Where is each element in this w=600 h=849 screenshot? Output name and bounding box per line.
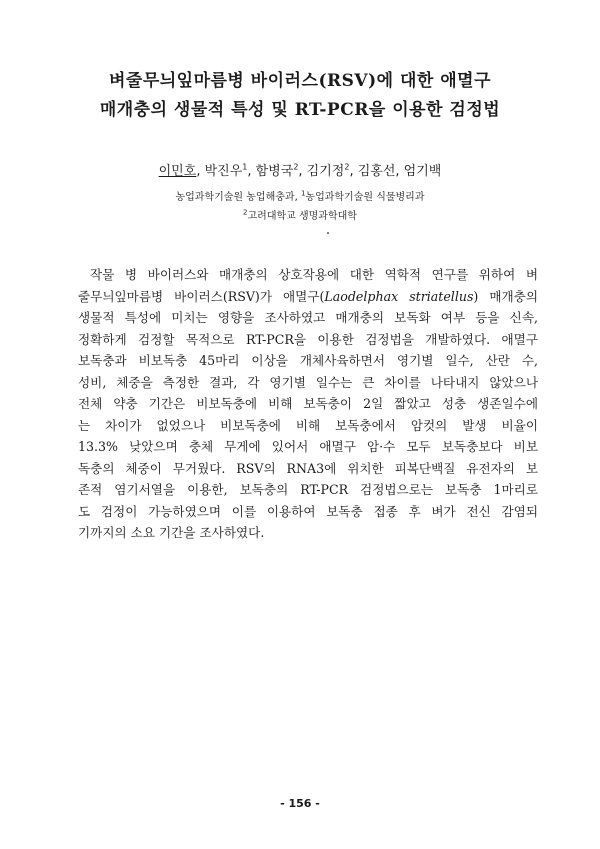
- author-6: 엄기백: [403, 164, 442, 179]
- abstract-line: 정확하게 검정할 목적으로 RT-PCR을 이용한 검정법을 개발하였다. 애멸구: [78, 331, 538, 347]
- abstract-line: 존적 염기서열을 이용한, 보독충의 RT-PCR 검정법으로는 보독충 1마리로: [78, 482, 538, 497]
- affiliation-0: 농업과학기술원 농업해충과,: [175, 192, 301, 203]
- affiliation-1-mark: 1: [300, 189, 306, 198]
- species-name: Laodelphax striatellus: [324, 288, 474, 304]
- title-line-1: 벼줄무늬잎마름병 바이러스(RSV)에 대한 애멸구: [108, 71, 492, 91]
- title-line-2: 매개충의 생물적 특성 및 RT-PCR을 이용한 검정법: [99, 100, 501, 120]
- author-3-affil-mark: 2: [293, 162, 299, 172]
- abstract-line: 는 차이가 없었으나 비보독충에 비해 보독충에서 암컷의 발생 비율이: [78, 417, 538, 433]
- author-3: 함병국: [255, 164, 294, 179]
- abstract-line: 작물 병 바이러스와 매개충의 상호작용에 대한 역학적 연구를 위하여 벼: [90, 267, 538, 282]
- affiliation-line-1: [40, 188, 560, 203]
- abstract-line: 도 검정이 가능하였으며 이를 이용하여 보독충 접종 후 벼가 전신 감염되: [78, 503, 538, 519]
- abstract-text: ) 매개충의: [473, 288, 538, 304]
- stray-mark: [327, 232, 329, 234]
- affiliation-2-mark: 2: [243, 208, 248, 217]
- author-2-affil-mark: 1: [242, 162, 248, 172]
- author-5: 김홍선: [357, 164, 396, 179]
- author-2: 박진우: [204, 164, 243, 179]
- abstract-body: [78, 264, 538, 544]
- abstract-line: [78, 286, 538, 308]
- affiliation-line-2: [40, 207, 560, 222]
- abstract-text: 줄무늬잎마름병 바이러스(RSV)가 애멸구(: [78, 288, 325, 304]
- abstract-line: 13.3% 낮았으며 충체 무게에 있어서 애멸구 암·수 모두 보독충보다 비보: [78, 439, 538, 454]
- abstract-line: 독충의 체중이 무거웠다. RSV의 RNA3에 위치한 피복단백질 유전자의 보: [78, 460, 538, 476]
- affiliation-1: 농업과학기술원 식물병리과: [305, 192, 425, 203]
- abstract-line: 전체 약충 기간은 비보독충에 비해 보독충이 2일 짧았고 성충 생존일수에: [78, 396, 538, 411]
- abstract-line: 성비, 체중을 측정한 결과, 각 영기별 일수는 큰 차이를 나타내지 않았으나: [78, 374, 538, 390]
- abstract-line: 보독충과 비보독충 45마리 이상을 개체사육하면서 영기별 일수, 산란 수,: [78, 353, 538, 368]
- author-1: 이민호: [158, 164, 197, 179]
- abstract-line: 생물적 특성에 미치는 영향을 조사하였고 매개충의 보독화 여부 등을 신속,: [78, 310, 538, 325]
- affiliation-2: 고려대학교 생명과학대학: [247, 211, 357, 222]
- abstract-line: 기까지의 소요 기간을 조사하였다.: [78, 525, 265, 540]
- author-4-affil-mark: 2: [344, 162, 350, 172]
- author-separator: ,: [395, 164, 404, 179]
- author-separator: ,: [349, 164, 358, 179]
- author-separator: ,: [298, 164, 307, 179]
- author-separator: ,: [247, 164, 256, 179]
- author-list: [40, 160, 560, 179]
- page-number: - 156 -: [280, 797, 320, 810]
- author-separator: ,: [196, 164, 205, 179]
- author-4: 김기정: [306, 164, 345, 179]
